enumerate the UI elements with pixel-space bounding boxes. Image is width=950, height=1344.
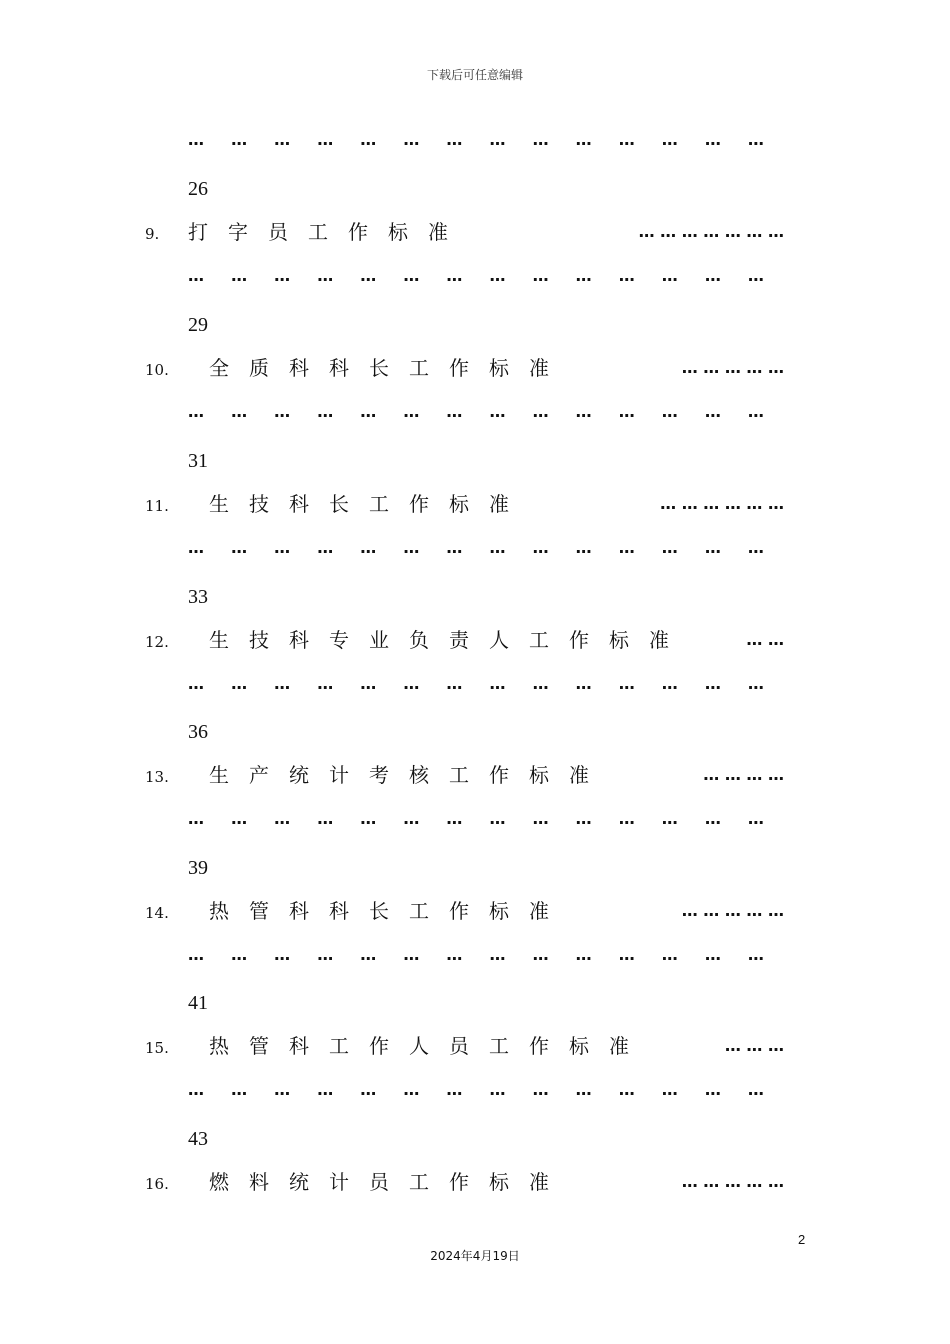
toc-page-number: 36 <box>188 721 208 743</box>
dot-leader: … … … … … … … … … … … … … … <box>188 674 764 693</box>
toc-entry-number: 11. <box>145 497 169 515</box>
dot-leader: … … … … <box>703 765 784 784</box>
toc-entry-number: 16. <box>145 1175 169 1193</box>
toc-page-number: 41 <box>188 992 208 1014</box>
toc-entry-number: 14. <box>145 904 169 922</box>
dot-leader: … … … … … … … … … … … … … … <box>188 809 764 828</box>
dot-leader: … … … … … … <box>660 494 784 513</box>
toc-entry-title[interactable]: 打字员工作标准 <box>188 220 468 244</box>
dot-leader: … … … … … <box>681 1172 784 1191</box>
dot-leader: … … … … … … … … … … … … … … <box>188 402 764 421</box>
dot-leader: … … … … … … … … … … … … … … <box>188 538 764 557</box>
toc-page-number: 29 <box>188 314 208 336</box>
toc-entry-number: 13. <box>145 768 169 786</box>
toc-page-number: 31 <box>188 450 208 472</box>
dot-leader: … … … <box>724 1036 784 1055</box>
toc-entry-title[interactable]: 热管科工作人员工作标准 <box>209 1034 649 1058</box>
toc-page-number: 33 <box>188 586 208 608</box>
page-number: 2 <box>798 1232 806 1247</box>
dot-leader: … … … … … … … … … … … … … … <box>188 1080 764 1099</box>
dot-leader: … … … … … <box>681 358 784 377</box>
toc-entry-title[interactable]: 全质科科长工作标准 <box>209 356 569 380</box>
toc-page-number: 39 <box>188 857 208 879</box>
dot-leader: … … <box>746 630 784 649</box>
toc-entry-title[interactable]: 燃料统计员工作标准 <box>209 1170 569 1194</box>
page-footer-date: 2024年4月19日 <box>430 1249 520 1263</box>
toc-entry-number: 9. <box>145 225 160 243</box>
dot-leader: … … … … … … … <box>638 222 784 241</box>
dot-leader: … … … … … … … … … … … … … … <box>188 130 764 149</box>
dot-leader: … … … … … … … … … … … … … … <box>188 945 764 964</box>
toc-entry-number: 15. <box>145 1039 169 1057</box>
dot-leader: … … … … … … … … … … … … … … <box>188 266 764 285</box>
toc-entry-title[interactable]: 生技科长工作标准 <box>209 492 529 516</box>
toc-entry-number: 10. <box>145 361 169 379</box>
toc-page-number: 26 <box>188 178 208 200</box>
toc-entry-title[interactable]: 热管科科长工作标准 <box>209 899 569 923</box>
toc-entry-title[interactable]: 生技科专业负责人工作标准 <box>209 628 689 652</box>
toc-page-number: 43 <box>188 1128 208 1150</box>
page-header: 下载后可任意编辑 <box>426 68 523 82</box>
toc-entry-number: 12. <box>145 633 169 651</box>
toc-entry-title[interactable]: 生产统计考核工作标准 <box>209 763 609 787</box>
dot-leader: … … … … … <box>681 901 784 920</box>
